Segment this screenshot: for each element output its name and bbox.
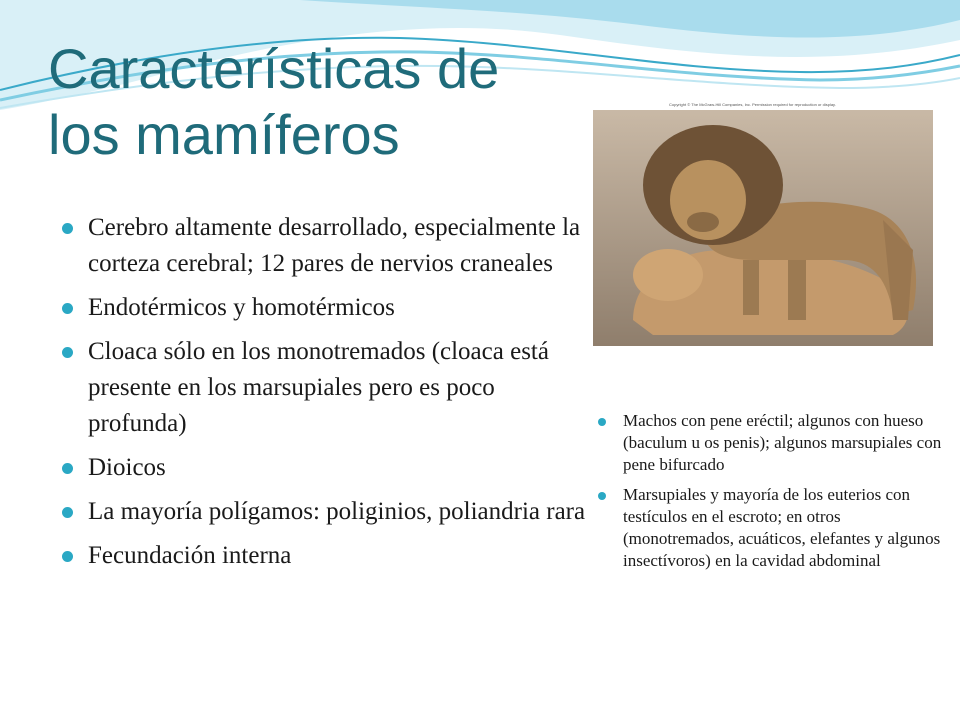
bullet-icon — [62, 223, 73, 234]
photo-copyright: Copyright © The McGraw-Hill Companies, Inc. Permission required for reproduction or display. — [669, 102, 836, 107]
bullet-text: Cloaca sólo en los monotremados (cloaca está presente en los marsupiales pero es poco profunda) — [88, 338, 549, 437]
lion-pair-photo — [593, 110, 933, 346]
main-bullet-list — [62, 210, 592, 582]
bullet-icon — [598, 418, 606, 426]
title-line-1: Características de — [48, 37, 500, 100]
bullet-icon — [62, 551, 73, 562]
list-item — [62, 290, 592, 326]
list-item — [62, 494, 592, 530]
bullet-text: Cerebro altamente desarrollado, especialmente la corteza cerebral; 12 pares de nervios craneales — [88, 214, 581, 277]
bullet-icon — [62, 303, 73, 314]
bullet-icon — [62, 463, 73, 474]
list-item — [62, 538, 592, 574]
bullet-text: Fecundación interna — [88, 542, 292, 569]
bullet-text: Endotérmicos y homotérmicos — [88, 294, 395, 321]
bullet-text: Dioicos — [88, 454, 166, 481]
list-item — [62, 210, 592, 282]
secondary-bullet-list — [598, 410, 948, 580]
slide-title — [48, 36, 608, 168]
bullet-icon — [62, 347, 73, 358]
bullet-icon — [598, 492, 606, 500]
bullet-text: Marsupiales y mayoría de los euterios con testículos en el escroto; en otros (monotremados, acuáticos, elefantes y algunos insectívoros) en la cavidad abdominal — [623, 485, 941, 570]
list-item — [598, 484, 948, 572]
bullet-text: La mayoría polígamos: poliginios, poliandria rara — [88, 498, 586, 525]
bullet-text: Machos con pene eréctil; algunos con hueso (baculum u os penis); algunos marsupiales con pene bifurcado — [623, 411, 942, 474]
list-item — [62, 334, 592, 442]
list-item — [598, 410, 948, 476]
bullet-icon — [62, 507, 73, 518]
lion-photo-frame — [593, 102, 933, 346]
list-item — [62, 450, 592, 486]
title-line-2: los mamíferos — [48, 103, 400, 166]
